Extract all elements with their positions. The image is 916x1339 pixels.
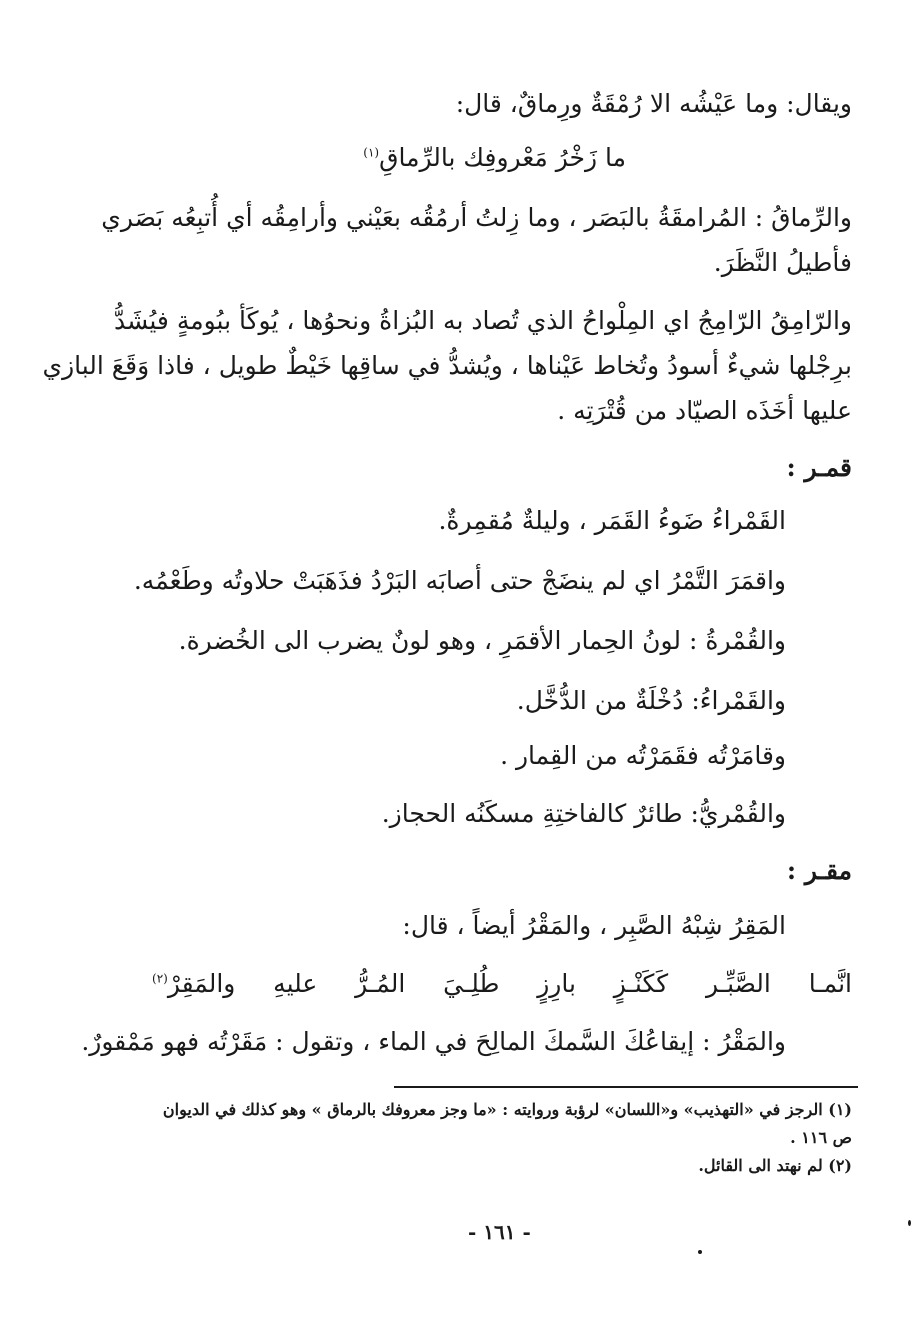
verse-word: انَّمـا	[808, 969, 852, 998]
text-line: والمَقْرُ : إيقاعُكَ السَّمكَ المالِحَ في الماء ، وتقول : مَقَرْتُه فهو مَمْقورٌ.	[81, 1027, 786, 1056]
verse-word: الصَّبِّـر	[705, 969, 771, 998]
footnote-line: ص ١١٦ .	[790, 1128, 852, 1147]
entry-heading: قمـر :	[786, 453, 852, 482]
text-line: القَمْراءُ ضَوءُ القَمَر ، وليلةٌ مُقمِرةٌ.	[438, 506, 786, 535]
text-line: وقامَرْتُه فقَمَرْتُه من القِمار .	[500, 741, 786, 770]
verse-line	[363, 142, 626, 175]
verse-text: ما زَخْرُ مَعْروفِك بالرِّماقِ	[379, 143, 626, 172]
scan-speck	[908, 1220, 911, 1226]
footnote-line: (١) الرجز في «التهذيب» و«اللسان» لرؤبة وروايته : «ما وجز معروفك بالرماق » وهو كذلك في الديوان	[162, 1100, 852, 1119]
footnote-line: (٢) لم نهتد الى القائل.	[698, 1156, 852, 1175]
text-line: ويقال: وما عَيْشُه الا رُمْقَةٌ ورِماقٌ، قال:	[455, 89, 852, 118]
verse-line	[152, 968, 852, 1001]
verse-word: كَكَنْـزٍ	[613, 969, 669, 998]
scan-speck	[698, 1250, 702, 1254]
verse-word: بارِزٍ	[537, 969, 576, 998]
text-line: المَقِرُ شِبْهُ الصَّبِر ، والمَقْرُ أيضاً ، قال:	[402, 911, 786, 940]
text-line: والقُمْرةُ : لونُ الحِمار الأقمَرِ ، وهو لونٌ يضرب الى الخُضرة.	[178, 626, 786, 655]
text-line: والرِّماقُ : المُرامقَةُ بالبَصَر ، وما زِلتُ أرمُقُه بعَيْني وأرامِقُه أي أُتبِعُه بَصَري	[101, 203, 852, 232]
verse-word-text: والمَقِرْ	[167, 969, 236, 998]
text-line: واقمَرَ التَّمْرُ اي لم ينضَجْ حتى أصابَه البَرْدُ فذَهَبَتْ حلاوتُه وطَعْمُه.	[133, 566, 786, 595]
text-line: والرّامِقُ الرّامِجُ اي المِلْواحُ الذي تُصاد به البُزاةُ ونحوُها ، يُوكَأ ببُومةٍ فيُشَدُّ	[113, 306, 852, 335]
verse-word: طُلِـيَ	[443, 969, 500, 998]
verse-word	[152, 968, 235, 1001]
verse-word: المُـرُّ	[355, 969, 406, 998]
footnote-divider	[394, 1086, 858, 1088]
text-line: فأطيلُ النَّظَرَ.	[713, 248, 852, 277]
footnote-marker: (٢)	[152, 971, 168, 986]
entry-heading: مقـر :	[786, 856, 852, 885]
page-number: - ١٦١ -	[468, 1220, 531, 1244]
text-line: عليها أخَذَه الصيّاد من قُتْرَتِه .	[557, 396, 852, 425]
verse-word: عليهِ	[273, 969, 318, 998]
footnote-marker: (١)	[363, 145, 380, 160]
text-line: والقُمْريُّ: طائرٌ كالفاختِةِ مسكَنُه الحجاز.	[381, 799, 786, 828]
text-line: والقَمْراءُ: دُخْلَةٌ من الدُّخَّل.	[516, 686, 786, 715]
text-line: برِجْلها شيءٌ أسودُ وتُخاط عَيْناها ، ويُشدُّ في ساقِها خَيْطٌ طويل ، فاذا وَقَعَ البازي	[42, 351, 852, 380]
